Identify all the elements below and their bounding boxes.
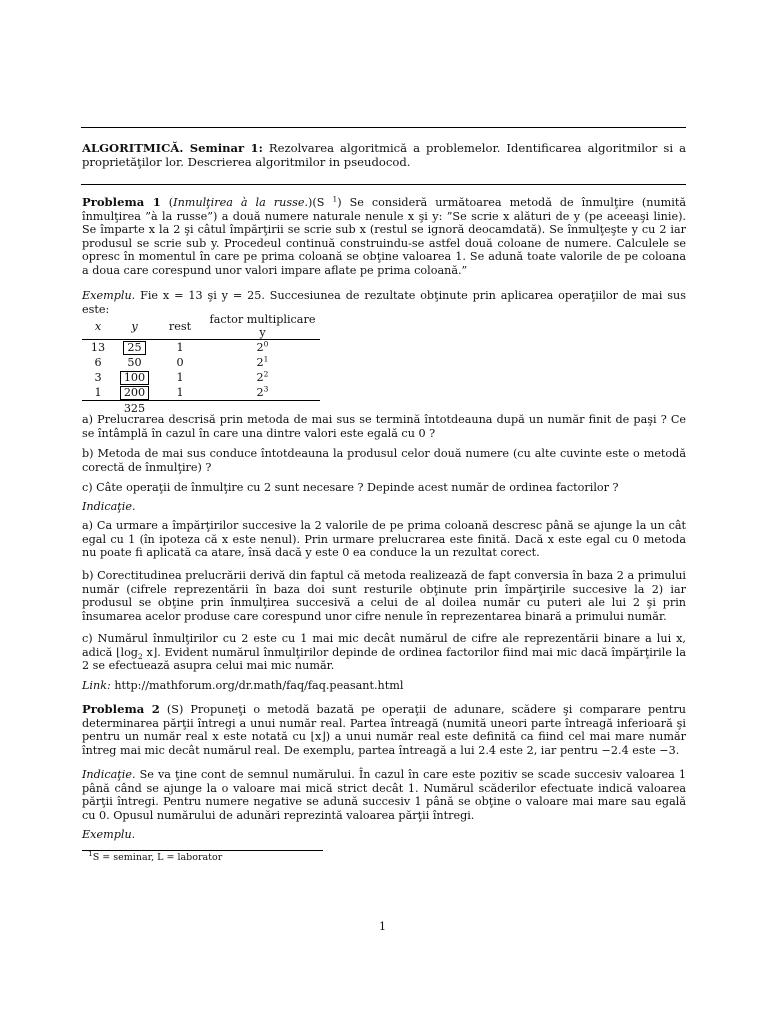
link-url[interactable]: http://mathforum.org/dr.math/faq/faq.peasant.html xyxy=(110,679,404,692)
problem-1-text: Se consideră următoarea metodă de înmulţire (numită înmulţirea ”à la russe”) a două numere naturale nenule x şi y: ”Se scrie x alături de y (pe aceeaşi linie). Se împarte x la 2 şi câtul împărţirii se scrie sub x (restul se ignoră deocamdată). Se înmulţeşte y cu 2 iar produsul se scrie sub y. Procedeul continuă construindu-se astfel două coloane de numere. Calculele se opresc în momentul în care pe prima coloană se obţine valoarea 1. Se adună toate valorile de pe coloana a doua care corespund unor valori impare aflate pe prima coloană.” xyxy=(82,196,687,277)
cell-y-boxed: 25 xyxy=(123,341,145,355)
factor-base: 2 xyxy=(256,386,264,399)
hint-c xyxy=(82,632,686,673)
problem-2-text: (S) Propuneţi o metodă bazată pe operaţii de adunare, scădere şi comparare pentru determinarea părţii întregi a unui număr real. Partea întreagă (numită uneori parte întreagă inferioară şi pentru un număr real x este notată cu ⌊x⌋) a unui număr real este definită ca fiind cel mai mare număr întreg mai mic decât numărul real. De exemplu, partea întreagă a lui 2.4 este 2, iar pentru −2.4 este −3. xyxy=(82,703,686,757)
footnote-mark: 1 xyxy=(88,848,93,858)
footnote-rule xyxy=(82,850,323,851)
problem-1-tag: (S xyxy=(312,196,325,209)
problem-2-example-label: Exemplu. xyxy=(82,828,136,841)
hint-c-subscript: 2 xyxy=(137,651,143,661)
cell-y-boxed: 100 xyxy=(120,371,149,385)
factor-base: 2 xyxy=(256,341,264,354)
footnote xyxy=(88,848,223,863)
factor-base: 2 xyxy=(256,371,264,384)
factor-exp: 0 xyxy=(263,339,269,349)
col-header-rest: rest xyxy=(168,319,192,333)
question-c xyxy=(82,481,686,495)
hint-b xyxy=(82,569,686,623)
col-header-x: x xyxy=(94,319,102,333)
cell-factor xyxy=(205,355,320,370)
problem-2-hint xyxy=(82,768,686,822)
hint-label: Indicaţie. xyxy=(82,500,136,513)
page-number: 1 xyxy=(379,920,386,933)
hint-c-text-1: c) Numărul înmulţirilor cu 2 este cu 1 mai mic decât numărul de cifre ale reprezentării binare a lui x, adică ⌊log xyxy=(82,632,686,659)
hint-b-text: b) Corectitudinea prelucrării derivă din faptul că metoda realizează de fapt conversia în baza 2 a primului număr (cifrele reprezentării în baza doi sunt resturile obţinute prin împărţirile succesive la 2) iar produsul se obţine prin înmulţirea succesivă a celui de al doilea număr cu puteri ale lui 2 şi prin însumarea acelor produse care corespund unor cifre nenule în reprezentarea binară a primului număr. xyxy=(82,569,686,623)
multiplication-table xyxy=(82,313,320,416)
reference-link xyxy=(82,679,686,693)
problem-1-label: Problema 1 xyxy=(82,195,161,209)
problem-2-hint-label: Indicaţie. xyxy=(82,768,136,781)
cell-x: 3 xyxy=(94,371,102,384)
table-row xyxy=(82,370,320,385)
problem-2-label: Problema 2 xyxy=(82,702,160,716)
problem-2-statement xyxy=(82,702,686,757)
question-a xyxy=(82,413,686,440)
header-bottom-rule xyxy=(81,184,686,185)
hint-heading xyxy=(82,500,686,514)
cell-factor xyxy=(205,340,320,356)
question-c-text: c) Câte operaţii de înmulţire cu 2 sunt necesare ? Depinde acest număr de ordinea factorilor ? xyxy=(82,481,619,494)
cell-x: 1 xyxy=(94,386,102,399)
footnote-ref[interactable]: 1 xyxy=(332,194,338,204)
table-row xyxy=(82,355,320,370)
cell-rest: 0 xyxy=(176,356,184,369)
table-row xyxy=(82,340,320,356)
page-header xyxy=(82,141,686,169)
header-title: ALGORITMICĂ. Seminar 1: xyxy=(82,141,263,155)
header-subtitle: Rezolvarea algoritmică a problemelor. Identificarea algoritmilor si a proprietăţilor lor. Descrierea algoritmilor in pseudocod. xyxy=(82,141,686,169)
cell-rest: 1 xyxy=(176,371,184,384)
factor-base: 2 xyxy=(256,356,264,369)
question-a-text: a) Prelucrarea descrisă prin metoda de mai sus se termină întotdeauna după un număr finit de paşi ? Ce se întâmplă în cazul în care una dintre valori este egală cu 0 ? xyxy=(82,413,686,440)
cell-rest: 1 xyxy=(176,341,184,354)
question-b-text: b) Metoda de mai sus conduce întotdeauna la produsul celor două numere (cu alte cuvinte este o metodă corectă de înmulţire) ? xyxy=(82,447,686,474)
problem-2-example xyxy=(82,828,686,842)
cell-factor xyxy=(205,385,320,401)
cell-factor xyxy=(205,370,320,385)
col-header-factor: factor multiplicare y xyxy=(209,313,316,339)
cell-rest: 1 xyxy=(176,386,184,399)
cell-x: 13 xyxy=(90,341,106,354)
example-text: Fie x = 13 şi y = 25. Succesiunea de rezultate obţinute prin aplicarea operaţiilor de mai sus este: xyxy=(82,289,686,316)
hint-c-text-2: x⌋. Evident numărul înmulţirilor depinde de ordinea factorilor fiind mai mic dacă împărţirile la 2 se efectuează asupra celui mai mic număr. xyxy=(82,645,686,673)
hint-a xyxy=(82,519,686,560)
problem-1-statement: Problema 1 (Inmulţirea à la russe.)(S $^1$) Se consideră următoarea metodă de înmulţire (numită înmulţirea ”à la russe”) a două numere naturale nenule x şi y: ”Se scrie x alături de y (pe aceeaşi linie). Se împarte x la 2 şi câtul împărţirii se scrie sub x (restul se ignoră deocamdată). Se înmulţeşte y cu 2 iar produsul se scrie sub y. Procedeul continuă construindu-se astfel două coloane de numere. Calculele se opresc în momentul în care pe prima coloană se obţine valoarea 1. Se adună toate valorile de pe coloana a doua care corespund unor valori impare aflate pe prima coloană.” xyxy=(82,194,687,277)
col-header-y: y xyxy=(131,319,138,333)
cell-total: 325 xyxy=(123,402,146,415)
cell-y: 50 xyxy=(127,356,142,369)
hint-a-text: a) Ca urmare a împărţirilor succesive la 2 valorile de pe prima coloană descresc până se ajunge la un cât egal cu 1 (în ipoteza că x este nenul). Prin urmare prelucrarea este finită. Dacă x este egal cu 0 metoda nu poate fi aplicată ca atare, însă dacă y este 0 ea conduce la un rezultat corect. xyxy=(82,519,686,560)
top-rule xyxy=(81,127,686,128)
factor-exp: 1 xyxy=(263,354,269,364)
cell-x: 6 xyxy=(94,356,102,369)
problem-1-name: Inmulţirea à la russe. xyxy=(173,196,309,209)
question-b xyxy=(82,447,686,474)
factor-exp: 3 xyxy=(263,384,269,394)
problem-1-tag-close: ) xyxy=(337,196,342,209)
cell-y-boxed: 200 xyxy=(120,386,149,400)
problem-2-hint-text: Se va ţine cont de semnul numărului. În cazul în care este pozitiv se scade succesiv valoarea 1 până când se ajunge la o valoare mai mică strict decât 1. Numărul scăderilor efectuate indică valoarea părţii întregi. Pentru numere negative se adună succesiv 1 până se obţine o valoare mai mare sau egală cu 0. Opusul numărului de adunări reprezintă valoarea părţii întregi. xyxy=(82,768,686,822)
example-label: Exemplu. xyxy=(82,289,136,302)
footnote-text: S = seminar, L = laborator xyxy=(92,852,223,863)
table-row xyxy=(82,385,320,401)
link-label: Link: xyxy=(82,679,111,692)
factor-exp: 2 xyxy=(263,369,269,379)
